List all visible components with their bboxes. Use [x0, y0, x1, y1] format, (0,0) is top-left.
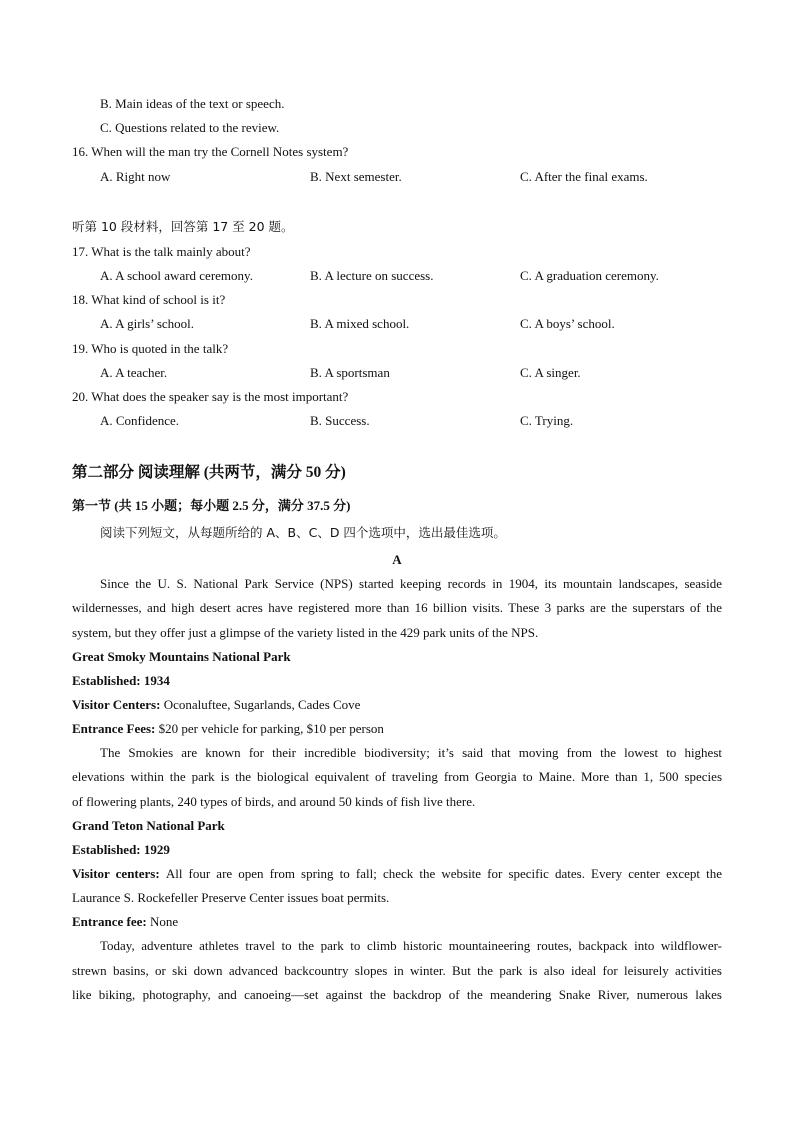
park2-desc-line-3: like biking, photography, and canoeing—set against the backdrop of the meandering Snake River, numerous lakes	[72, 987, 722, 1002]
q19-option-a: A. A teacher.	[100, 365, 168, 380]
park1-established-label: Established:	[72, 673, 144, 688]
q16-option-c: C. After the final exams.	[520, 169, 648, 184]
park1-name: Great Smoky Mountains National Park	[72, 649, 291, 664]
q18-option-c: C. A boys’ school.	[520, 316, 615, 331]
park2-fee	[72, 914, 178, 930]
q18-question: 18. What kind of school is it?	[72, 292, 226, 307]
q15-option-c: C. Questions related to the review.	[100, 120, 280, 135]
q19-question: 19. Who is quoted in the talk?	[72, 341, 229, 356]
park2-visitor-line-2: Laurance S. Rockefeller Preserve Center issues boat permits.	[72, 890, 390, 905]
q20-question: 20. What does the speaker say is the most important?	[72, 389, 349, 404]
park1-desc-line-1: The Smokies are known for their incredible biodiversity; it’s said that moving from the lowest to highest	[100, 745, 722, 760]
park1-fees-label: Entrance Fees:	[72, 721, 159, 736]
park2-fee-label: Entrance fee:	[72, 914, 150, 929]
material-10-instruction: 听第 10 段材料，回答第 17 至 20 题。	[72, 219, 294, 234]
q19-option-b: B. A sportsman	[310, 365, 390, 380]
park2-established-value: 1929	[143, 842, 170, 857]
intro-line-1: Since the U. S. National Park Service (NPS) started keeping records in 1904, its mountain landscapes, seaside	[100, 576, 722, 591]
part-two-title: 第二部分 阅读理解 (共两节，满分 50 分)	[72, 464, 346, 481]
park2-established-label: Established:	[72, 842, 144, 857]
q20-option-b: B. Success.	[310, 413, 370, 428]
q17-option-c: C. A graduation ceremony.	[520, 268, 659, 283]
park2-desc-line-1: Today, adventure athletes travel to the park to climb historic mountaineering routes, backpack into wildflower-	[100, 938, 722, 953]
q18-option-a: A. A girls’ school.	[100, 316, 195, 331]
park1-desc-line-2: elevations within the park is the biological equivalent of traveling from Georgia to Maine. More than 1, 500 species	[72, 769, 722, 784]
intro-line-2: wildernesses, and high desert acres have registered more than 16 billion visits. These 3 parks are the superstars of the	[72, 600, 722, 615]
q20-option-c: C. Trying.	[520, 413, 574, 428]
park2-visitor-line-1	[72, 866, 722, 882]
q15-option-b: B. Main ideas of the text or speech.	[100, 96, 285, 111]
park2-name: Grand Teton National Park	[72, 818, 225, 833]
passage-letter: A	[392, 552, 402, 567]
park1-established-value: 1934	[143, 673, 170, 688]
q16-option-a: A. Right now	[100, 169, 171, 184]
q16-question: 16. When will the man try the Cornell Notes system?	[72, 144, 349, 159]
q17-question: 17. What is the talk mainly about?	[72, 244, 251, 259]
park1-established	[72, 673, 170, 689]
q16-option-b: B. Next semester.	[310, 169, 402, 184]
park1-desc-line-3: of flowering plants, 240 types of birds, and around 50 kinds of fish live there.	[72, 794, 476, 809]
park1-visitor-label: Visitor Centers:	[72, 697, 164, 712]
park2-fee-value: None	[149, 914, 179, 929]
intro-line-3: system, but they offer just a glimpse of the variety listed in the 429 park units of the NPS.	[72, 625, 539, 640]
q19-option-c: C. A singer.	[520, 365, 581, 380]
q18-option-b: B. A mixed school.	[310, 316, 410, 331]
q20-option-a: A. Confidence.	[100, 413, 180, 428]
park2-desc-line-2: strewn basins, or ski down advanced backcountry slopes in winter. But the park is also ideal for leisurely activities	[72, 963, 722, 978]
q17-option-a: A. A school award ceremony.	[100, 268, 253, 283]
section-one-title: 第一节 (共 15 小题；每小题 2.5 分，满分 37.5 分)	[72, 498, 351, 513]
park2-visitor-label: Visitor centers:	[72, 866, 166, 881]
park1-fees-value: $20 per vehicle for parking, $10 per person	[158, 721, 384, 736]
park1-fees	[72, 721, 384, 737]
q17-option-b: B. A lecture on success.	[310, 268, 434, 283]
park2-established	[72, 842, 170, 858]
park1-visitor-value: Oconaluftee, Sugarlands, Cades Cove	[163, 697, 361, 712]
park2-visitor-line-1-text: All four are open from spring to fall; check the website for specific dates. Every center except the	[165, 866, 722, 881]
reading-instruction: 阅读下列短文，从每题所给的 A、B、C、D 四个选项中，选出最佳选项。	[100, 525, 506, 540]
park1-visitor-centers	[72, 697, 360, 713]
